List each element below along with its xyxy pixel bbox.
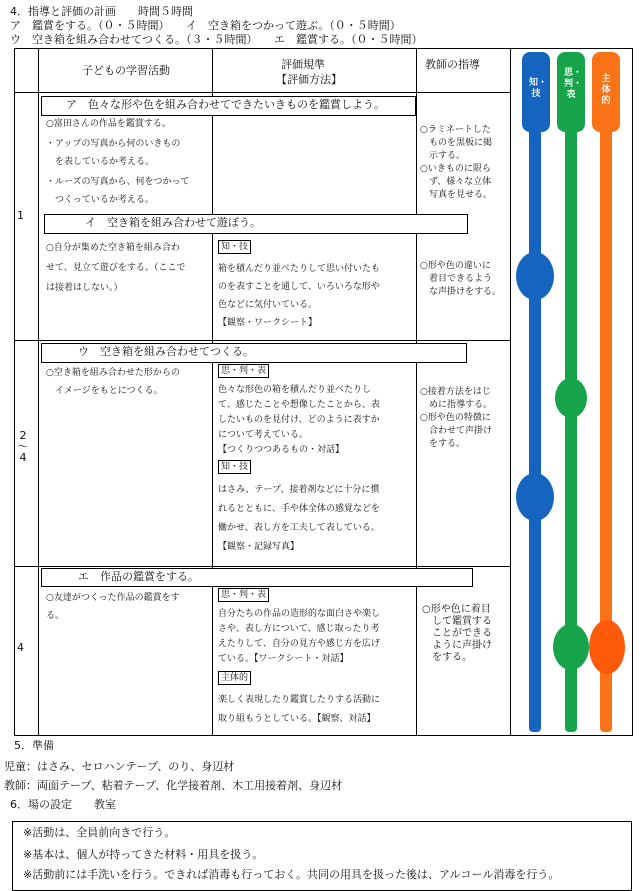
col-header-activity: 子どもの学習活動: [82, 64, 170, 77]
criteria-i: 知・技 箱を積んだり並べたりして思い付いたも のを表すことを通して、いろいろな形や 色などに気付いている。 【観察・ワークシート】: [218, 242, 381, 328]
section-box-e: エ 作品の鑑賞をする。: [41, 568, 473, 587]
teacher-u: ○接着方法をはじ めに指導する。 ○形や色の特徴に 合わせて声掛け をする。: [420, 387, 493, 449]
marker-thinking-2: [553, 624, 589, 670]
marker-thinking-1: [555, 378, 587, 418]
criteria-tag-knowledge-2: 知・技: [218, 460, 251, 474]
setting-heading: 6．場の設定 教室: [10, 798, 116, 811]
criteria-tag-thinking-2: 思・判・表: [218, 588, 269, 602]
criteria-tag-attitude: 主体的: [218, 671, 251, 685]
criteria-u: 思・判・表 色々な形色の箱を積んだり並べたりし て、感じたことや想像したことから、表 したいものを見付け、どのように表すか について考えている。 【つくりつつあるもの・対話】 知・技 はさみ、テープ、接着剤などに十分に慣 れるとともに、手や体全体の感覚などを 働かせ、表し方を工夫して表している。 【観察・記録写真】: [218, 366, 381, 552]
prep-heading: 5．準備: [14, 739, 54, 752]
section-box-i: イ 空き箱を組み合わせて遊ぼう。: [44, 214, 468, 234]
bar-label-thinking: 思・判・表: [564, 68, 583, 100]
row-time-2-4: 2 〜 4: [17, 429, 29, 464]
activity-u: ○空き箱を組み合わせた形からの イメージをもとにつくる。: [46, 368, 180, 396]
teacher-e: ○形や色に着目 して鑑賞する ことができる ように声掛け をする。: [422, 604, 492, 663]
activity-i: ○自分が集めた空き箱を組み合わ せて、見立て遊びをする。（ここで は接着はしない。）: [46, 243, 186, 293]
section-box-u: ウ 空き箱を組み合わせてつくる。: [41, 343, 467, 363]
col-header-method: 【評価方法】: [276, 73, 342, 86]
setting-notes-box: [12, 821, 632, 891]
prep-children: 児童：はさみ、セロハンテープ、のり、身辺材: [4, 760, 235, 773]
criteria-tag-thinking: 思・判・表: [218, 364, 269, 378]
teacher-i: ○形や色の違いに 着目できるよう な声掛けをする。: [420, 261, 502, 297]
activity-a: ○富田さんの作品を鑑賞する。 ・アップの写真から何のいきもの を表しているか考える。 ・ルーズの写真から、何をつかって つくっているか考える。: [46, 119, 190, 205]
criteria-tag-knowledge: 知・技: [218, 240, 251, 254]
marker-knowledge-2: [516, 473, 554, 521]
marker-knowledge-1: [516, 252, 554, 300]
col-header-teacher: 教師の指導: [425, 58, 480, 71]
bar-label-knowledge: 知・技: [529, 78, 548, 99]
setting-note: ※活動は、全員前向きで行う。: [23, 826, 176, 839]
row-time-1: 1: [17, 209, 24, 222]
activity-e: ○友達がつくった作品の鑑賞をす る。: [46, 593, 180, 621]
plan-line-a-i: ア 鑑賞をする。（０・５時間） イ 空き箱をつかって遊ぶ。（０・５時間）: [10, 19, 401, 32]
prep-teacher: 教師：両面テープ、粘着テープ、化学接着剤、木工用接着剤、身辺材: [4, 779, 343, 792]
col-header-criteria: 評価規準: [281, 58, 325, 71]
setting-note: ※活動前には手洗いを行う。できれば消毒も行っておく。共同の用具を扱った後は、アルコール消毒を行う。: [23, 868, 560, 881]
row-time-4: 4: [17, 641, 24, 654]
section-box-a: ア 色々な形や色を組み合わせてできたいきものを鑑賞しよう。: [41, 96, 416, 116]
criteria-e: 思・判・表 自分たちの作品の造形的な面白さや楽し さや、表し方について、感じ取ったり考 えたりして、自分の見方や感じ方を広げ ている。【ワークシート・対話】 主体的 楽しく表現したり鑑賞したりする活動に 取り組もうとしている。【観察、対話】: [218, 590, 381, 724]
setting-note: ※基本は、個人が持ってきた材料・用具を扱う。: [23, 848, 264, 861]
teacher-a: ○ラミネートした ものを黒板に掲 示する。 ○いきものに限ら ず、様々な立体 写真を見せる。: [420, 125, 493, 200]
marker-attitude-1: [589, 620, 625, 674]
bar-label-attitude: 主体的: [601, 74, 611, 106]
plan-line-u-e: ウ 空き箱を組み合わせてつくる。（３・５時間） エ 鑑賞する。（０・５時間）: [10, 33, 423, 46]
plan-heading: 4．指導と評価の計画 時間５時間: [10, 5, 193, 18]
